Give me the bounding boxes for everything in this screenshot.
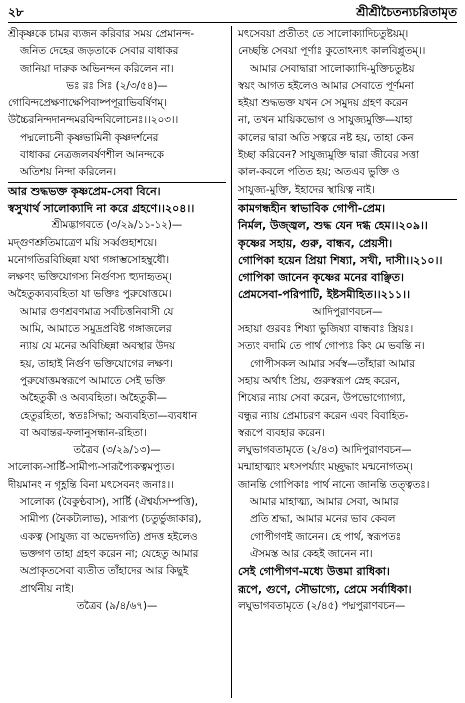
left-text-line: সালোক্য (বৈকুণ্ঠবাস), সার্ষ্টি (ঐশ্বর্য্যসম্পত্তি), bbox=[20, 496, 198, 509]
page-header bbox=[8, 4, 457, 22]
right-text-line: গোপিকা জানেন কৃষ্ণের মনের বাঞ্ছিত। bbox=[238, 271, 404, 285]
left-text-line: সামীপ্য (নৈকট্যলাভ), সারূপ্য (চতুর্ভুজাকার), bbox=[20, 513, 202, 526]
left-text-line: অহৈতুকী ও অব্যবহিতা। অহৈতুকী— bbox=[20, 392, 167, 405]
right-text-line: না, তখন মায়িকভোগ ও সাযুজ্যমুক্তি—যাহা bbox=[238, 114, 413, 127]
right-text-line: কামগন্ধহীন স্বাভাবিক গোপী-প্রেম। bbox=[238, 201, 386, 215]
right-text-line: আমার সেবাদ্বারা সালোক্যাদি-মুক্তিচতুষ্টয় bbox=[250, 62, 415, 75]
right-column bbox=[238, 26, 457, 615]
left-text-line: অতিশয় নিন্দা করিলেন। bbox=[20, 166, 117, 179]
left-text-line: হয়, তাহাই নির্গুণ ভক্তিযোগের লক্ষণ। bbox=[20, 357, 173, 370]
left-text-line: আর শুদ্ধভক্ত কৃষ্ণপ্রেম-সেবা বিনে। bbox=[8, 184, 161, 198]
left-text-line: মনোগতিরবিচ্ছিন্না যথা গঙ্গাম্ভসোহম্বুধৌ। bbox=[8, 253, 170, 266]
left-text-line: হেতুরহিতা, স্বতঃসিদ্ধা; অব্যবহিতা—ব্যবধান bbox=[20, 409, 198, 422]
right-text-line: জানন্তি গোপিকাঃ পার্থ নান্যে জানন্তি তত্ত্বতঃ। bbox=[238, 478, 430, 491]
left-text-line: ভঃ রঃ সিঃ (২/৩/৫৪)— bbox=[66, 79, 168, 92]
left-text-line: লক্ষণং ভক্তিযোগস্য নির্গুণস্য হ্যুদাহৃতম্। bbox=[8, 271, 172, 284]
right-text-line: স্বরূপে ব্যবহার করেন। bbox=[238, 426, 325, 439]
left-text-line: তত্রৈব (৩/২৯/১৩)— bbox=[73, 444, 161, 457]
left-text-line: জানিয়া দারুক অভিনন্দন করিলেন না। bbox=[20, 62, 174, 75]
running-title: শ্রীশ্রীচৈতন্যচরিতামৃত bbox=[356, 5, 457, 19]
right-text-line: আমার মাহাত্ম্য, আমার সেবা, আমার bbox=[250, 496, 399, 509]
right-text-line: সহায় অর্থাৎ প্রিয়, গুরুস্বরূপ স্নেহ করেন, bbox=[238, 374, 400, 387]
left-text-line: শ্রীমদ্ভাগবতে (৩/২৯/১১-১২)— bbox=[51, 219, 183, 232]
right-text-line: সেই গোপীগণ-মধ্যে উত্তমা রাধিকা। bbox=[238, 565, 390, 579]
left-text-line: একত্ব (সাযুজ্য বা অভেদগতি) প্রদত্ত হইলেও bbox=[20, 530, 198, 543]
left-text-line: ন্যায় যে মনের অবিচ্ছিন্না অবস্থার উদয় bbox=[20, 340, 176, 353]
right-text-line: সহায়া গুরবঃ শিষ্যা ভুজিষ্যা বান্ধবাঃ স্ত্রিয়ঃ। bbox=[238, 323, 414, 336]
left-text-line: শ্রীকৃষ্ণকে চামর ব্যজন করিবার সময় প্রেমানন্দ- bbox=[8, 28, 195, 40]
left-text-line: পুরুষোত্তমস্বরূপে আমাতে সেই ভক্তি bbox=[20, 374, 166, 387]
right-text-line: কালের দ্বারা অতি সত্বরে নষ্ট হয়, তাহা কেন bbox=[238, 131, 414, 144]
right-text-line: প্রতি শ্রদ্ধা, আমার মনের ভাব কেবল bbox=[250, 513, 396, 526]
left-text-line: জনিত দেহের জড়তাকে সেবার বাধাকর bbox=[20, 45, 179, 58]
page-number: ২৮ bbox=[8, 5, 24, 19]
right-text-line: হইয়া শুদ্ধভক্ত যখন সে সমুদয় গ্রহণ করেন bbox=[238, 97, 408, 110]
left-text-line: আমার গুণশ্রবণমাত্র সর্বচিত্তনিবাসী যে bbox=[20, 305, 174, 318]
right-text-line: ইচ্ছা করিবেন? সাযুজ্যমুক্তি দ্বারা জীবের সত্তা bbox=[238, 149, 419, 162]
left-text-line: বা অবান্তর-ফলানুসন্ধান-রহিতা। bbox=[20, 426, 147, 439]
left-text-line: প্রার্থনীয় নাই। bbox=[20, 582, 74, 595]
right-text-line: লঘুভাগবতামৃতে (২/৪৫) পদ্মপুরাণবচন— bbox=[238, 599, 406, 612]
right-text-line: নির্মল, উজ্জ্বল, শুদ্ধ যেন দগ্ধ হেম।।২০৯।। bbox=[238, 219, 428, 233]
right-text-line: শিষ্যের ন্যায় সেবা করেন, উপভোগ্যোগ্যা, bbox=[238, 392, 406, 405]
left-text-line: অপ্রাকৃতসেবা ব্যতীত তাঁহাদের আর কিছুই bbox=[20, 565, 189, 578]
left-text-line: সালোক্য-সার্ষ্টি-সামীপ্য-সারূপ্যৈকত্বমপ্যুত। bbox=[8, 461, 175, 474]
left-text-line: স্বসুখার্থ সালোক্যাদি না করে গ্রহণে।।২০৪।। bbox=[8, 201, 195, 215]
left-text-line: পদ্মলোচনী কৃষ্ণভামিনী কৃষ্ণদর্শনের bbox=[20, 131, 159, 144]
right-text-line: লঘুভাগবতামৃতে (২/৪৩) আদিপুরাণবচন— bbox=[238, 444, 412, 457]
header-rule bbox=[8, 22, 457, 23]
column-divider bbox=[231, 26, 232, 698]
left-text-line: মদ্গুণশ্রুতিমাত্রেণ ময়ি সর্ব্বগুহাশয়ে। bbox=[8, 236, 158, 249]
left-text-line: গোবিন্দপ্রেক্ষণাক্ষেপিবাষ্পপূরাভিবর্ষিণম্। bbox=[8, 97, 167, 110]
right-text-line: নেচ্ছন্তি সেবয়া পূর্ণাঃ কুতোঽন্যৎ কালবিপ্লুতম্।। bbox=[238, 45, 426, 58]
right-text-line: গোপীসকল আমার সর্বস্ব—তাঁহারা আমার bbox=[250, 357, 415, 370]
left-text-line: উচ্চৈরনিন্দদানন্দমরবিন্দবিলোচনঃ।।২০৩।। bbox=[8, 114, 179, 127]
right-text-line: আদিপুরাণবচন— bbox=[312, 305, 383, 318]
left-text-line: ভক্তগণ তাহা গ্রহণ করেন না; যেহেতু আমার bbox=[20, 547, 199, 560]
right-text-line: মৎসেবয়া প্রতীতং তে সালোক্যাদিচতুষ্টয়ম্। bbox=[238, 28, 409, 40]
left-text-line: দীয়মানং ন গৃহ্ণন্তি বিনা মৎসেবনং জনাঃ।। bbox=[8, 478, 174, 491]
right-text-line: কাল-কবলে পতিত হয়; অতএব ভুক্তি ও bbox=[238, 166, 400, 179]
right-text-line: স্বয়ং আগত হইলেও আমার সেবাতে পূর্ণমনা bbox=[238, 79, 414, 92]
left-text-line: তত্রৈব (৯/৪/৬৭)— bbox=[76, 599, 158, 612]
left-text-line: অহৈতুক্যব্যবহিতা যা ভক্তিঃ পুরুষোত্তমে। bbox=[8, 288, 172, 301]
right-text-line: গোপীগণই জানেন। হে পার্থ, স্বরূপতঃ bbox=[250, 530, 402, 543]
right-text-line: মন্মাহাত্ম্যং মৎসপর্য্যাং মচ্ছ্রদ্ধাং মন্মনোগতম্। bbox=[238, 461, 413, 474]
left-text-line: বাধাকর নেত্রজলবর্ষণশীল আনন্দকে bbox=[20, 149, 164, 162]
right-text-line: সাযুজ্য-মুক্তি, ইহাদের স্থায়িত্ব নাই। bbox=[238, 183, 375, 196]
left-text-line: আমি, আমাতে সমুদ্রপ্রবিষ্ট গঙ্গাজলের bbox=[20, 323, 172, 336]
right-text-line: সত্যং বদামি তে পার্থ গোপ্যঃ কিং মে ভবন্তি ন। bbox=[238, 340, 425, 353]
right-text-line: ঐসমস্ত আর কেহই জানেন না। bbox=[250, 547, 373, 560]
right-text-line: বন্ধুর ন্যায় প্রেমাচরণ করেন এবং বিবাহিত- bbox=[238, 409, 409, 422]
right-text-line: রূপে, গুণে, সৌভাগ্যে, প্রেমে সর্বাধিকা। bbox=[238, 582, 412, 596]
right-text-line: কৃষ্ণের সহায়, গুরু, বান্ধব, প্রেয়সী। bbox=[238, 236, 393, 250]
right-text-line: গোপিকা হয়েন প্রিয়া শিষ্যা, সখী, দাসী।।২১০।। bbox=[238, 253, 443, 267]
left-column bbox=[8, 26, 226, 615]
right-text-line: প্রেমসেবা-পরিপাটি, ইষ্টসমীহিত।।২১১।। bbox=[238, 288, 410, 302]
